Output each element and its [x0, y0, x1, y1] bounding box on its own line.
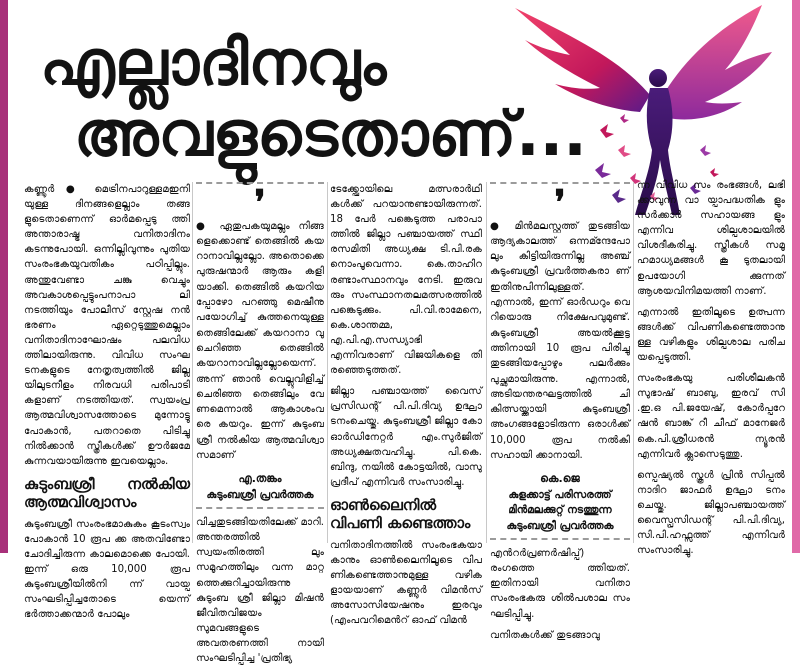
headline: [40, 26, 587, 171]
article-paragraph: കുടുംബശ്രീ സംരംഭമാകുകം കൂടംസ്വം പോകാൻ 10 രൂപ ക്ക അതവിണ്ടോ ചോദിച്ചിരുന്ന കാലമൊക്കെ പോയി. ഇന്ന് ഒരു 10,000 രൂപ കുടുംബശ്രീയിൽനി ന്ന് വായ്പ സംഘടിപ്പിച്ചതോടെ യെന്ന് ഭർത്താക്കന്മാർ പോലും: [24, 518, 190, 621]
article-paragraph: ജില്ലാ പഞ്ചായത്ത് വൈസ് പ്രസിഡന്റ് പി.പി.ദിവ്യ ഉദ്ഘാ ടനംചെയ്തു. കുടുംബശ്രീ ജില്ലാ കോ ഓർഡിനേറ്റർ എം.സുർജിത് അധ്യക്ഷതവഹിച്ചു. പി.കെ. ബിന്ദു, നയിൽ കോട്ടയിൽ, വാസു പ്രദീപ് എന്നിവർ സംസാരിച്ചു.: [330, 386, 482, 488]
article-paragraph: വിച്ചതുടങ്ങിയതിലേക്ക് മാറി. അന്തരത്തിൽ സ്വയംതിരത്തി ലും സമൂഹത്തിലും വന്ന മാറ്റ ത്തെക്കുറിച്ചായിരുന്നു കുടുംബ ശ്രീ ജില്ലാ മിഷൻ ജീവിതവിജയം സുമവങ്ങളുടെ അവതരണത്തി നായി സംഘടിപ്പിച്ച 'പ്രതിഭ്യ: [196, 517, 324, 664]
article-column-3: [330, 182, 482, 627]
article-paragraph: ടേക്ക്ഷോയിലെ മത്സരാർഥി കൾക്ക് പറയാനുണ്ടായിരുന്നത്. 18 പേർ പങ്കെടുത്ത പരാപാ ത്തിൽ ജില്ലാ പഞ്ചായത്ത് സ്ഥി രസമിതി അധ്യക്ഷ ടി.പി.രക നൊംപൂവെന്നാ. കെ.താഹിറ രണ്ടാംസ്ഥാനവും നേടി. ഇരുവ രും സംസ്ഥാനതലമത്സരത്തിൽ പങ്കെടുക്കും. പി.വി.രാമേനെ, കെ.ശാന്തമ്മ, എ.പി.എ.സന്ധ്യാഭി എന്നിവരാണ് വിജയികളെ തി രഞ്ഞെടുത്തത്.: [330, 184, 482, 377]
article-paragraph: സംരംഭകയു പരിശീലകൻ സുഭാഷ് ബാബു, ഇരവ് സി .ഇ.ഒ പി.ജയേഷ്, കോർപ്പറേ ഷൻ ബാങ്ക് റീ ചീഫ് മാനേജർ കെ.പി.ശ്രീധരൻ ന്യൂരൻ എന്നിവർ ക്ലാസെടുത്തു.: [637, 373, 785, 460]
column-divider: [486, 182, 487, 543]
article-paragraph: വനിതാദിനത്തിൽ സംരംഭകയാ കാനും ഓൺലൈനിലൂടെ വിപ ണികണ്ടെത്താനുമുള്ള വഴിക ളായയാണ് കണ്ണൂർ വിമൻസ് അസോസിയേഷനും ഇരവും (എംപവറിമെൻറ് ഓഫ് വിമൻ: [330, 539, 482, 627]
left-edge-bar: [0, 0, 8, 553]
right-wing-shape: [665, 5, 772, 119]
article-paragraph: ന്ന വിവിധ സം രംഭങ്ങൾ, ലഭി ക്കാവുന്ന വാ യ്പാപദ്ധതിക ളും സർക്കാർ സഹായങ്ങ ളും എന്നിവ ശില്പശാലയിൽ വിശദീകരിച്ചു. സ്ത്രീകൾ സമൂ ഹമാധ്യമങ്ങൾ കൂ ടുതലായി ഉപയോഗി ക്കുന്നത് ആശയവിനിമയത്തി നാണ്.: [637, 180, 785, 297]
quote-mark-icon: ❜: [254, 183, 266, 223]
article-paragraph: വനിതകൾക്ക് തുടങ്ങാവു: [490, 629, 600, 641]
article-column-2: [196, 182, 324, 664]
quote-author-role: കുടുംബശ്രീ പ്രവർത്തക: [506, 519, 614, 532]
article-paragraph: കണ്ണൂർ ● മെട്രിനപാറുള്ളമഇനി യുള്ള ദിനങ്ങളെല്ലാം തങ്ങ ളുടെതാണെന്ന് ഓർമപ്പെടു ത്തി അന്താരാഷ്ട്ര വനിതാദിനം കടന്നുപോയി. ഒന്നില്ലിവുന്നും പുതിയ സംരംഭകയുവതികം പഠിപ്പില്ലും. അന്തുവേണ്ടാ ചങ്കു വെച്ചും അവകാശപ്പെട്ടുംപനാപാ ലി നടത്തിയും പോലീസ് സ്റ്റേഷ നൻ ഭരണം ഏറ്റെടുത്തുമെല്ലാം വനിതാദിനാഘോഷം പലവിധ ത്തിലായിരുന്നു. വിവിധ സംഘ ടനകളുടെ നേതൃത്വത്തിൽ ജില്ല യിലുടനീളം നിരവധി പരിപാടി കളാണ് നടത്തിയത്. സ്വയംപ്ര ആത്മവിശ്വാസത്തോടെ മുന്നോട്ടു പോകാൻ, പതറാതെ പിടിച്ചു നിൽക്കാൻ സ്ത്രീകൾക്ക് ഊർജമേ കുന്നവയായിരുന്നു ഇവയെല്ലാം.: [24, 184, 190, 467]
quote-author-role: കുളക്കാട്ട് പരിസരത്ത് മിൻമലക്കുറ്റ് നടത്തുന്ന: [508, 488, 612, 517]
headline-line-1: എല്ലാദിനവും: [40, 26, 387, 99]
column-divider: [192, 182, 193, 543]
article-paragraph: എന്നാൽ ഇതിലൂടെ ഉത്പന്ന ങ്ങൾക്ക് വിപണികണ്ടെത്താനു ള്ള വഴികളും ശില്പശാല പരിച യപ്പെടുത്തി.: [637, 306, 785, 364]
quote-author-role: കുടുംബശ്രീ പ്രവർത്തക: [206, 488, 314, 501]
article-column-5: [637, 178, 785, 557]
article-paragraph: എൻറർപ്രണർഷിപ്പ്) രംഗത്തെ ത്തിയത്. ഇതിനായി വനിതാ സംരംഭകരു ശിൽപശാല സം ഘടിപ്പിച്ചു.: [490, 548, 630, 620]
column-divider: [327, 182, 328, 543]
article-paragraph: സ്പെഷ്യൽ സ്കൂൾ പ്രിൻ സിപ്പൽ നാദിറ ജാഫർ ഉദ്ഘാ ടനം ചെയ്തു. ജില്ലാപഞ്ചായത്ത് വൈസ്പ്രസിഡന്റ് പി.പി.ദിവ്യ, സി.പി.ഹഫ്സത്ത് എന്നിവർ സംസാരിച്ചു.: [637, 469, 785, 557]
column-divider: [633, 182, 634, 543]
pull-quote-text: ● ഏതുപകയുമല്ലം നിങ്ങ ളെക്കൊണ്ട് തെങ്ങിൽ കയ റാനാവില്ലല്ലോ. അതൊക്കെ പുരുഷന്മാർ ആരും കളി യാക്കി. തെങ്ങിൽ കയറിയ പ്പോഴോ പറഞ്ഞു മെഷീനു പയോഗിച്ച് കുത്തനെയുള്ള തെങ്ങിലേക്ക് കയറാനാ വു ചെറിഞ്ഞ തെങ്ങിൽ കയറാനാവില്ലല്ലോയെന്ന്. അന്ന് ഞാൻ വെല്ലുവിളിച്ച് ചെരിഞ്ഞ തെങ്ങിലും വേ ണമെന്നാൽ ആകാശംവ രെ കയറും. ഇന്ന് കുടുംബ ശ്രീ നൽകിയ ആത്മവിശ്വാ സമാണ്: [196, 220, 324, 462]
article-column-4: [490, 182, 630, 641]
left-wing-shape: [515, 8, 650, 112]
subheading-online-market: ഓൺലൈനിൽ വിപണി കണ്ടെത്താം: [330, 495, 471, 532]
pull-quote-thankam: [196, 182, 324, 509]
quote-mark-icon: ❜: [554, 183, 566, 223]
pull-quote-kj: [490, 182, 630, 540]
quote-author-name: കെ.ജെ: [540, 472, 580, 486]
headline-line-2: അവളുടെതാണ്...: [74, 97, 587, 171]
pull-quote-text: ● മിൻമലസ്റ്റത്ത് തുടങ്ങിയ ആദ്യകാലത്ത് ഒന്നമ്ന്ദേപോ ലും കിട്ടിയിരുന്നില്ല അഞ്ച് കുടുംബശ്രീ പ്രവർത്തകരാ ണ് ഇതിനുപിന്നിലുള്ളത്. എന്നാൽ, ഇന്ന് ഓർഡറും വെ റിയൊരു നിക്ഷേപവുമുണ്ട്. കുടുംബശ്രീ അയൽക്കൂട്ട ത്തിനായി 10 രൂപ പിരിച്ചു തുടങ്ങിയപ്പോഴും പലർക്കും പുച്ഛമായിരുന്നു. എന്നാൽ, അടിയന്തരഘട്ടത്തിൽ ചി കിത്സയ്ക്കായി കുടുംബശ്രീ അംഗങ്ങളോടിരുന്ന ഒരാൾക്ക് 10,000 രൂപ നൽകി സഹായി ക്കാനായി.: [490, 220, 630, 462]
article-column-1: [24, 182, 190, 621]
quote-author-name: എ.തങ്കം: [238, 472, 282, 486]
subheading-kudumbashree: കുടുംബശ്രീ നൽകിയ ആത്മവിശ്വാസം: [24, 474, 190, 511]
